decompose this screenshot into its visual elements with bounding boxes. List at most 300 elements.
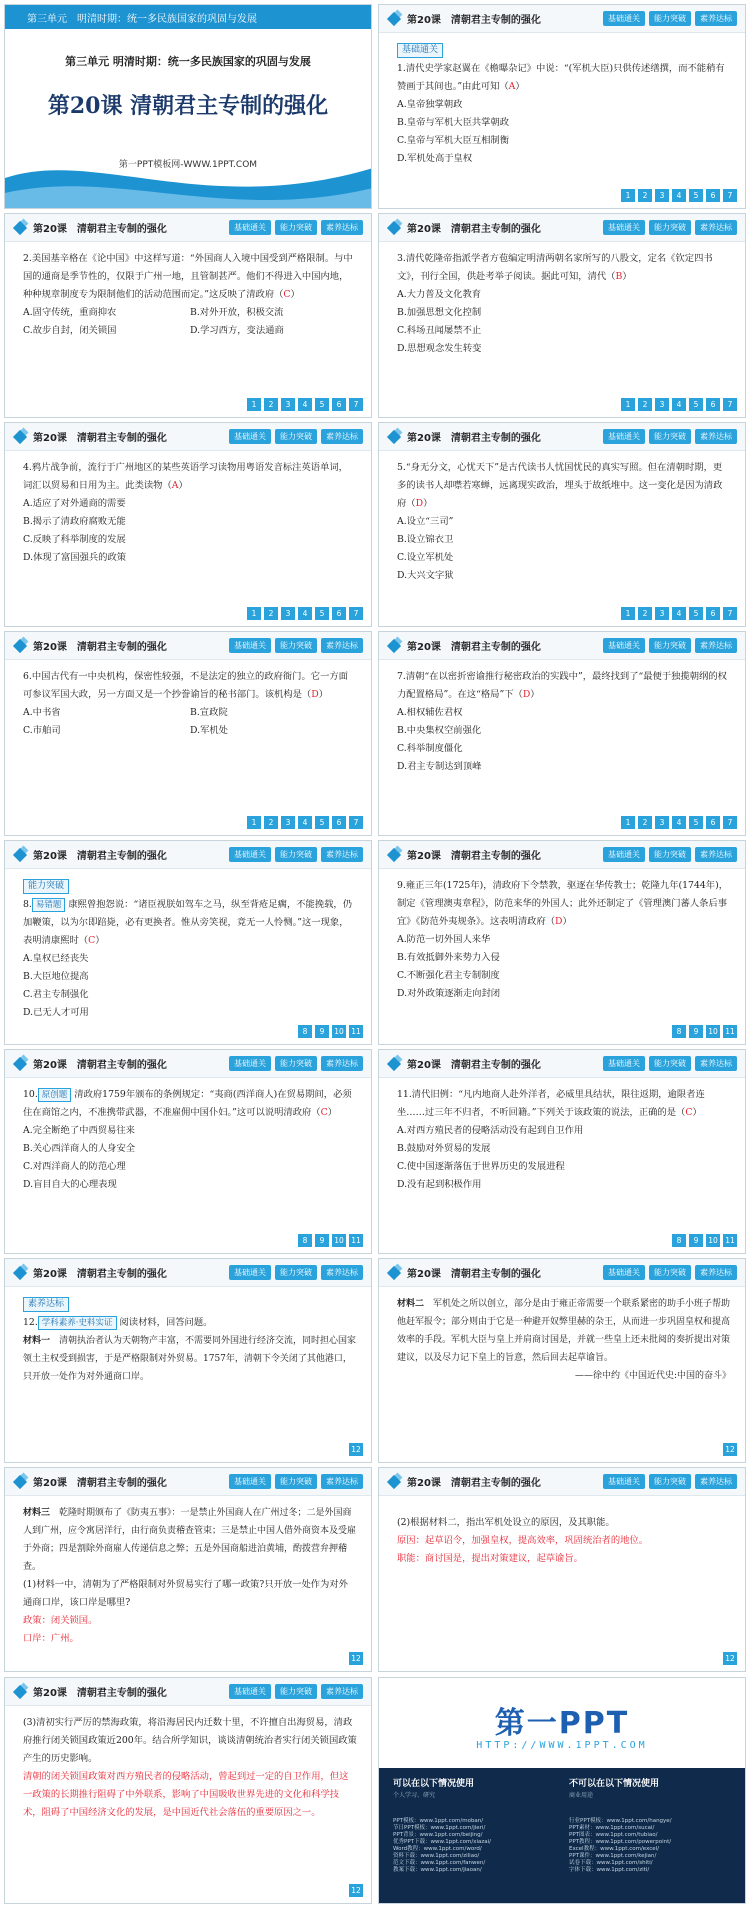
page-button[interactable]: 7 — [723, 398, 737, 411]
slide-q2 — [4, 213, 372, 418]
option[interactable]: B.中央集权空前强化 — [397, 725, 482, 736]
page-button[interactable]: 12 — [349, 1652, 363, 1665]
page-nav — [723, 1443, 737, 1456]
page-button[interactable]: 6 — [706, 398, 720, 411]
resource-link[interactable]: 资料下载：www.1ppt.com/ziliao/ — [393, 1853, 480, 1859]
option[interactable]: A.中书省 — [23, 707, 61, 718]
page-nav — [723, 1652, 737, 1665]
tab-literacy[interactable]: 素养达标 — [695, 847, 737, 862]
question-q6 — [23, 668, 357, 740]
answer-3: 清朝的闭关锁国政策对西方殖民者的侵略活动，曾起到过一定的自卫作用，但这一政策的长期推行阻碍了中外联系，影响了中国吸收世界先进的文化和科学技术，阻碍了中国经济文化的发展，是中国近代社会落伍的重要原因之一。 — [23, 1771, 349, 1818]
tab-ability[interactable]: 能力突破 — [275, 1265, 317, 1280]
stem-close: ） — [178, 480, 188, 491]
resource-link[interactable]: 试卷下载：www.1ppt.com/shiti/ — [569, 1860, 653, 1866]
section-tabs — [229, 429, 363, 444]
tab-literacy[interactable]: 素养达标 — [321, 1265, 363, 1280]
resource-link[interactable]: PPT模板：www.1ppt.com/moban/ — [393, 1818, 484, 1824]
option[interactable]: C.科场丑闻屡禁不止 — [397, 325, 482, 336]
slide-header — [379, 214, 745, 242]
section-tabs — [229, 220, 363, 235]
option[interactable]: A.设立“三司” — [397, 516, 454, 527]
answer: A — [508, 81, 516, 92]
option[interactable]: C.市舶司 — [23, 725, 61, 736]
tab-literacy[interactable]: 素养达标 — [321, 638, 363, 653]
tab-literacy[interactable]: 素养达标 — [695, 1056, 737, 1071]
tab-ability[interactable]: 能力突破 — [649, 1265, 691, 1280]
resource-link[interactable]: 节日PPT模板：www.1ppt.com/jieri/ — [393, 1825, 486, 1831]
page-button[interactable]: 10 — [706, 1234, 720, 1247]
tab-basic[interactable]: 基础通关 — [603, 1056, 645, 1071]
options-row — [23, 322, 357, 340]
option[interactable]: B.对外开放，积极交流 — [190, 307, 284, 318]
tab-basic[interactable]: 基础通关 — [229, 1474, 271, 1489]
option[interactable]: C.皇帝与军机大臣互相制衡 — [397, 135, 510, 146]
stem-close: ） — [622, 271, 632, 282]
page-button[interactable]: 8 — [672, 1234, 686, 1247]
page-button[interactable]: 5 — [689, 398, 703, 411]
question-stem — [397, 60, 731, 96]
resource-link[interactable]: PPT素材：www.1ppt.com/sucai/ — [569, 1825, 655, 1831]
page-button[interactable]: 11 — [723, 1234, 737, 1247]
option[interactable]: D.对外政策逐渐走向封闭 — [397, 988, 501, 999]
option[interactable]: C.君主专制强化 — [23, 989, 89, 1000]
page-button[interactable]: 2 — [264, 398, 278, 411]
tab-ability[interactable]: 能力突破 — [649, 220, 691, 235]
tab-literacy[interactable]: 素养达标 — [321, 1056, 363, 1071]
option[interactable]: A.固守传统，重商抑农 — [23, 307, 117, 318]
page-button[interactable]: 1 — [621, 607, 635, 620]
page-button[interactable]: 6 — [706, 189, 720, 202]
tab-basic[interactable]: 基础通关 — [229, 1684, 271, 1699]
page-button[interactable]: 7 — [723, 816, 737, 829]
tab-ability[interactable]: 能力突破 — [275, 429, 317, 444]
ending-slide — [378, 1677, 746, 1904]
slide-q12-material1 — [4, 1258, 372, 1463]
resource-link[interactable]: 字体下载：www.1ppt.com/ziti/ — [569, 1867, 650, 1873]
option[interactable]: D.盲目自大的心理表现 — [23, 1179, 117, 1190]
stem-close: ） — [562, 916, 572, 927]
resource-link[interactable]: PPT课件：www.1ppt.com/kejian/ — [569, 1853, 657, 1859]
page-button[interactable]: 11 — [349, 1234, 363, 1247]
option[interactable]: B.大臣地位提高 — [23, 971, 89, 982]
answer: D — [555, 916, 563, 927]
slide-q10 — [4, 1049, 372, 1254]
page-button[interactable]: 1 — [621, 816, 635, 829]
answer: C — [88, 935, 96, 946]
option[interactable]: D.体现了富国强兵的政策 — [23, 552, 127, 563]
option[interactable]: B.有效抵御外来势力入侵 — [397, 952, 500, 963]
page-button[interactable]: 8 — [298, 1025, 312, 1038]
page-button[interactable]: 1 — [621, 398, 635, 411]
cover-bar — [5, 5, 371, 29]
option[interactable]: B.关心西洋商人的人身安全 — [23, 1143, 136, 1154]
answer-1a: 政策：闭关锁国。 — [23, 1615, 98, 1626]
option[interactable]: C.设立军机处 — [397, 552, 454, 563]
page-button[interactable]: 5 — [315, 607, 329, 620]
option[interactable]: B.加强思想文化控制 — [397, 307, 482, 318]
option[interactable]: A.适应了对外通商的需要 — [23, 498, 126, 509]
cover-title: 第20课 清朝君主专制的强化 — [47, 93, 329, 119]
stem-close: ） — [515, 81, 525, 92]
page-button[interactable]: 6 — [706, 816, 720, 829]
section-label: 基础通关 — [397, 43, 443, 58]
slide-title: 第20课 清朝君主专制的强化 — [33, 1688, 167, 1699]
tab-literacy[interactable]: 素养达标 — [695, 429, 737, 444]
slide-header — [379, 1259, 745, 1287]
section-tabs — [603, 1474, 737, 1489]
question-stem — [397, 877, 731, 931]
tab-ability[interactable]: 能力突破 — [649, 11, 691, 26]
tab-ability[interactable]: 能力突破 — [275, 1056, 317, 1071]
option[interactable]: B.揭示了清政府腐败无能 — [23, 516, 126, 527]
page-button[interactable]: 3 — [655, 189, 669, 202]
page-button[interactable]: 2 — [638, 398, 652, 411]
page-button[interactable]: 7 — [349, 816, 363, 829]
tab-literacy[interactable]: 素养达标 — [321, 1474, 363, 1489]
slide-title: 第20课 清朝君主专制的强化 — [407, 642, 541, 653]
slide-header — [379, 423, 745, 451]
slide-title: 第20课 清朝君主专制的强化 — [407, 1060, 541, 1071]
slide-header — [5, 632, 371, 660]
question-tag: 学科素养·史料实证 — [38, 1316, 117, 1330]
slide-q4 — [4, 422, 372, 627]
stem-text: 清政府1759年颁布的条例规定：“夷商(西洋商人)在贸易期间，必须住在商馆之内，不准携带武器，不准雇佣中国仆妇。”这可以说明清政府（ — [23, 1089, 352, 1118]
material-2: 材料二 军机处之所以创立，部分是由于雍正帝需要一个联系紧密的助手小班子帮助他赶军报令；部分则由于它是一种避开奴弊里赫的杂王，从而进一步巩固皇权和提高效率的手段。军机大臣与皇上并肩商讨国是，并就一些皇上还未批阅的奏折提出对策建议，以及尽力记下皇上的旨意，然后回去起草谕旨。 — [397, 1299, 731, 1363]
page-button[interactable]: 2 — [638, 816, 652, 829]
page-button[interactable]: 2 — [264, 816, 278, 829]
page-button[interactable]: 4 — [672, 189, 686, 202]
option[interactable]: D.已无人才可用 — [23, 1007, 89, 1018]
section-tabs — [229, 638, 363, 653]
page-button[interactable]: 4 — [672, 398, 686, 411]
page-button[interactable]: 4 — [298, 607, 312, 620]
option[interactable]: B.鼓励对外贸易的发展 — [397, 1143, 491, 1154]
resource-link[interactable]: PPT背景：www.1ppt.com/beijing/ — [393, 1832, 483, 1838]
tab-ability[interactable]: 能力突破 — [649, 1474, 691, 1489]
tab-ability[interactable]: 能力突破 — [649, 1056, 691, 1071]
page-button[interactable]: 6 — [706, 607, 720, 620]
stem-close: ） — [318, 689, 328, 700]
tab-basic[interactable]: 基础通关 — [229, 1265, 271, 1280]
section-tabs — [603, 11, 737, 26]
slide-q12-part3 — [4, 1677, 372, 1904]
tab-literacy[interactable]: 素养达标 — [695, 1474, 737, 1489]
section-tabs — [603, 1265, 737, 1280]
option[interactable]: D.学习西方，变法通商 — [190, 325, 284, 336]
question-stem: 12. 学科素养·史料实证 阅读材料，回答问题。 — [23, 1317, 213, 1328]
brand-url[interactable]: HTTP://WWW.1PPT.COM — [476, 1740, 648, 1751]
page-button[interactable]: 3 — [281, 607, 295, 620]
tab-literacy[interactable]: 素养达标 — [321, 429, 363, 444]
option[interactable]: A.防范一切外国人来华 — [397, 934, 491, 945]
tab-basic[interactable]: 基础通关 — [229, 638, 271, 653]
tab-ability[interactable]: 能力突破 — [649, 847, 691, 862]
resource-link[interactable]: 优秀PPT下载：www.1ppt.com/xiazai/ — [393, 1839, 492, 1845]
page-button[interactable]: 1 — [247, 607, 261, 620]
question-tag: 易错题 — [32, 898, 66, 912]
option[interactable]: D.军机处 — [190, 725, 228, 736]
material-3: 材料三 乾隆时期颁布了《防夷五事》：一是禁止外国商人在广州过冬；二是外国商人到广州，应令寓居洋行，由行商负责稽查管束；三是禁止中国人借外商资本及受雇于外商；四是割除外商雇人传递信息之弊；五是外国商船进泊黄埔，酌拨营弁押稽查。 — [23, 1508, 357, 1572]
answer: D — [522, 689, 531, 700]
page-button[interactable]: 7 — [723, 607, 737, 620]
option[interactable]: D.军机处高于皇权 — [397, 153, 473, 164]
tab-basic[interactable]: 基础通关 — [229, 429, 271, 444]
stem-text: 6.中国古代有一中央机构，保密性较强，不是法定的独立的政府衙门。它一方面可参议军国大政，另一方面又是一个抄誊谕旨的秘书部门。该机构是（ — [23, 671, 348, 700]
answer: C — [685, 1107, 693, 1118]
subquestion-3: (3)清初实行严厉的禁海政策，将沿海居民内迁数十里，不许擅自出海贸易，清政府推行闭关锁国政策近200年。结合所学知识，谈谈清朝统治者实行闭关锁国政策产生的历史影响。 — [23, 1717, 357, 1764]
slide-q6 — [4, 631, 372, 836]
question-q5 — [397, 459, 731, 585]
answer-1b: 口岸：广州。 — [23, 1633, 79, 1644]
subquestion-2: (2)根据材料二，指出军机处设立的原因，及其职能。 — [397, 1517, 615, 1528]
page-button[interactable]: 3 — [281, 816, 295, 829]
slide-title: 第20课 清朝君主专制的强化 — [407, 15, 541, 26]
option[interactable]: B.宣政院 — [190, 707, 228, 718]
page-nav — [349, 1443, 363, 1456]
tab-basic[interactable]: 基础通关 — [229, 847, 271, 862]
page-nav — [247, 607, 363, 620]
tab-basic[interactable]: 基础通关 — [603, 429, 645, 444]
answer: D — [311, 689, 319, 700]
page-nav — [298, 1234, 363, 1247]
wave-decoration — [5, 148, 372, 208]
slide-title: 第20课 清朝君主专制的强化 — [407, 224, 541, 235]
page-button[interactable]: 2 — [638, 607, 652, 620]
tab-ability[interactable]: 能力突破 — [275, 220, 317, 235]
stem-close: ） — [530, 689, 540, 700]
stem-text: 3.清代乾隆帝指派学者方苞编定明清两朝名家所写的八股文，定名《钦定四书文》，刊行全国，供赴考举子阅读。据此可知，清代（ — [397, 253, 713, 282]
slide-header — [5, 214, 371, 242]
page-button[interactable]: 12 — [349, 1884, 363, 1897]
page-button[interactable]: 4 — [672, 607, 686, 620]
page-button[interactable]: 9 — [689, 1234, 703, 1247]
page-button[interactable]: 1 — [621, 189, 635, 202]
section-tabs — [229, 1474, 363, 1489]
resource-link[interactable]: 行业PPT模板：www.1ppt.com/hangye/ — [569, 1818, 672, 1824]
page-button[interactable]: 7 — [349, 607, 363, 620]
stem-text: 1.清代史学家赵翼在《檐曝杂记》中说：“(军机大臣)只供传述缮撰，而不能稍有赞画于其间也。”由此可知（ — [397, 63, 725, 92]
page-nav — [247, 398, 363, 411]
page-button[interactable]: 4 — [672, 816, 686, 829]
material-1: 材料一 清朝执治者认为天朝物产丰富，不需要同外国进行经济交流，同时担心国家领土主权受到损害，于是严格限制对外贸易。1757年，清朝下令关闭了其他港口，只开放一处作为对外通商口岸。 — [23, 1336, 357, 1382]
section-tabs — [603, 638, 737, 653]
slide-header — [5, 423, 371, 451]
slide-header — [379, 1468, 745, 1496]
slide-title: 第20课 清朝君主专制的强化 — [33, 851, 167, 862]
tab-basic[interactable]: 基础通关 — [229, 1056, 271, 1071]
tab-literacy[interactable]: 素养达标 — [695, 11, 737, 26]
page-button[interactable]: 11 — [723, 1025, 737, 1038]
page-button[interactable]: 5 — [315, 398, 329, 411]
page-button[interactable]: 1 — [247, 816, 261, 829]
slide-title: 第20课 清朝君主专制的强化 — [407, 1269, 541, 1280]
subquestion-3-block — [23, 1714, 357, 1822]
page-button[interactable]: 5 — [315, 816, 329, 829]
slide-title: 第20课 清朝君主专制的强化 — [33, 1269, 167, 1280]
page-button[interactable]: 6 — [332, 607, 346, 620]
page-button[interactable]: 8 — [298, 1234, 312, 1247]
option[interactable]: D.思想观念发生转变 — [397, 343, 482, 354]
stem-text: 9.雍正三年(1725年)，清政府下令禁教，驱逐在华传教士；乾隆九年(1744年)，制定《管理澳夷章程》，防范来华的外国人；此外还制定了《管理澳门蕃人条后事宜》《防范外夷规条》。这表明清政府（ — [397, 880, 729, 927]
slide-header — [379, 1050, 745, 1078]
option[interactable]: A.对西方殖民者的侵略活动没有起到自卫作用 — [397, 1125, 584, 1136]
slide-header — [5, 1468, 371, 1496]
page-button[interactable]: 4 — [298, 398, 312, 411]
tab-ability[interactable]: 能力突破 — [649, 638, 691, 653]
slide-q8 — [4, 840, 372, 1045]
option[interactable]: D.大兴文字狱 — [397, 570, 454, 581]
page-button[interactable]: 2 — [638, 189, 652, 202]
tab-ability[interactable]: 能力突破 — [275, 847, 317, 862]
usage-allowed: 可以在以下情况使用 个人学习、研究 — [393, 1779, 475, 1799]
stem-text: 4.鸦片战争前，流行于广州地区的某些英语学习读物用粤语发音标注英语单词，词汇以贸易和日用为主。此类读物（ — [23, 462, 348, 491]
option[interactable]: C.使中国逐渐落伍于世界历史的发展进程 — [397, 1161, 565, 1172]
page-button[interactable]: 10 — [332, 1234, 346, 1247]
page-button[interactable]: 5 — [689, 816, 703, 829]
option[interactable]: A.皇权已经丧失 — [23, 953, 89, 964]
page-nav — [621, 189, 737, 202]
usage-panel — [379, 1768, 745, 1903]
page-nav — [621, 398, 737, 411]
page-button[interactable]: 12 — [723, 1443, 737, 1456]
page-button[interactable]: 5 — [689, 607, 703, 620]
page-button[interactable]: 12 — [349, 1443, 363, 1456]
tab-literacy[interactable]: 素养达标 — [695, 638, 737, 653]
tab-literacy[interactable]: 素养达标 — [695, 220, 737, 235]
slide-title: 第20课 清朝君主专制的强化 — [33, 642, 167, 653]
cover-unit: 第三单元 明清时期：统一多民族国家的巩固与发展 — [65, 55, 311, 68]
slide-title: 第20课 清朝君主专制的强化 — [407, 851, 541, 862]
option[interactable]: A.大力普及文化教育 — [397, 289, 482, 300]
section-tabs — [603, 1056, 737, 1071]
slide-q5 — [378, 422, 746, 627]
page-button[interactable]: 3 — [655, 607, 669, 620]
page-button[interactable]: 12 — [723, 1652, 737, 1665]
answer: D — [415, 498, 424, 509]
slide-q3 — [378, 213, 746, 418]
resource-link[interactable]: PPT教程：www.1ppt.com/powerpoint/ — [569, 1839, 672, 1845]
option[interactable]: C.反映了科举制度的发展 — [23, 534, 126, 545]
page-nav — [349, 1652, 363, 1665]
page-button[interactable]: 8 — [672, 1025, 686, 1038]
option[interactable]: D.君主专制达到顶峰 — [397, 761, 482, 772]
stem-close: ） — [95, 935, 105, 946]
option[interactable]: C.故步自封，闭关锁国 — [23, 325, 117, 336]
page-button[interactable]: 6 — [332, 398, 346, 411]
question-q10 — [23, 1086, 357, 1194]
stem-text: 2.美国基辛格在《论中国》中这样写道：“外国商人入境中国受到严格限制。与中国的通商是季节性的，仅限于广州一地，且管制甚严。他们不得进入中国内地，种种规章制度专为限制他们的活动范围而定。”这反映了清政府（ — [23, 253, 353, 300]
page-button[interactable]: 9 — [315, 1025, 329, 1038]
page-nav — [672, 1025, 737, 1038]
slide-q9 — [378, 840, 746, 1045]
material-2-source: ——徐中约《中国近代史:中国的奋斗》 — [574, 1371, 731, 1381]
page-button[interactable]: 5 — [689, 189, 703, 202]
tab-basic[interactable]: 基础通关 — [603, 847, 645, 862]
option[interactable]: C.对西洋商人的防范心理 — [23, 1161, 126, 1172]
page-button[interactable]: 2 — [264, 607, 278, 620]
resource-link[interactable]: PPT图表：www.1ppt.com/tubiao/ — [569, 1832, 658, 1838]
tab-ability[interactable]: 能力突破 — [649, 429, 691, 444]
page-button[interactable]: 9 — [689, 1025, 703, 1038]
page-nav — [672, 1234, 737, 1247]
slide-header — [5, 1678, 371, 1706]
stem-text: 11.清代旧例：“凡内地商人赴外洋者，必威里具结状，限往返期，逾限者连坐……过三年不归者，不听回籍。”下列关于该政策的说法，正确的是（ — [397, 1089, 705, 1118]
tab-literacy[interactable]: 素养达标 — [321, 220, 363, 235]
page-button[interactable]: 3 — [655, 816, 669, 829]
question-q2 — [23, 250, 357, 340]
option[interactable]: A.皇帝独掌朝政 — [397, 99, 463, 110]
section-tabs — [229, 1265, 363, 1280]
option[interactable]: B.设立锦衣卫 — [397, 534, 454, 545]
answer: C — [320, 1107, 328, 1118]
page-button[interactable]: 3 — [655, 398, 669, 411]
answer: C — [283, 289, 291, 300]
tab-ability[interactable]: 能力突破 — [275, 638, 317, 653]
page-button[interactable]: 7 — [349, 398, 363, 411]
option[interactable]: C.科举制度僵化 — [397, 743, 463, 754]
page-button[interactable]: 3 — [281, 398, 295, 411]
slide-header — [379, 5, 745, 33]
slide-title: 第20课 清朝君主专制的强化 — [33, 224, 167, 235]
option[interactable]: D.没有起到积极作用 — [397, 1179, 482, 1190]
answer: B — [615, 271, 623, 282]
tab-ability[interactable]: 能力突破 — [275, 1684, 317, 1699]
option[interactable]: B.皇帝与军机大臣共掌朝政 — [397, 117, 510, 128]
slide-header — [5, 841, 371, 869]
question-q12 — [23, 1295, 357, 1386]
option[interactable]: C.不断强化君主专制制度 — [397, 970, 500, 981]
tab-ability[interactable]: 能力突破 — [275, 1474, 317, 1489]
resource-link[interactable]: 教案下载：www.1ppt.com/jiaoan/ — [393, 1867, 482, 1873]
tab-basic[interactable]: 基础通关 — [229, 220, 271, 235]
slide-q12-part2 — [378, 1467, 746, 1672]
tab-basic[interactable]: 基础通关 — [603, 638, 645, 653]
question-q1 — [397, 41, 731, 168]
material-3-block — [23, 1504, 357, 1648]
tab-literacy[interactable]: 素养达标 — [695, 1265, 737, 1280]
link-list-right — [569, 1818, 672, 1874]
resource-link[interactable]: Excel教程：www.1ppt.com/excel/ — [569, 1846, 660, 1852]
question-q3 — [397, 250, 731, 358]
question-stem — [397, 459, 731, 513]
page-button[interactable]: 6 — [332, 816, 346, 829]
tab-literacy[interactable]: 素养达标 — [321, 1684, 363, 1699]
page-button[interactable]: 10 — [332, 1025, 346, 1038]
slide-q12-material2 — [378, 1258, 746, 1463]
page-button[interactable]: 11 — [349, 1025, 363, 1038]
option[interactable]: A.完全断绝了中西贸易往来 — [23, 1125, 135, 1136]
question-stem — [23, 668, 357, 704]
tab-basic[interactable]: 基础通关 — [603, 1265, 645, 1280]
question-number: 8. — [23, 899, 32, 910]
resource-link[interactable]: 范文下载：www.1ppt.com/fanwen/ — [393, 1860, 486, 1866]
page-button[interactable]: 4 — [298, 816, 312, 829]
page-button[interactable]: 9 — [315, 1234, 329, 1247]
page-button[interactable]: 1 — [247, 398, 261, 411]
page-button[interactable]: 10 — [706, 1025, 720, 1038]
option[interactable]: A.相权辅佐君权 — [397, 707, 463, 718]
options-row — [23, 722, 357, 740]
resource-link[interactable]: Word教程：www.1ppt.com/word/ — [393, 1846, 482, 1852]
page-button[interactable]: 7 — [723, 189, 737, 202]
stem-close: ） — [692, 1107, 702, 1118]
tab-basic[interactable]: 基础通关 — [603, 220, 645, 235]
cover-slide — [4, 4, 372, 209]
tab-basic[interactable]: 基础通关 — [603, 11, 645, 26]
tab-basic[interactable]: 基础通关 — [603, 1474, 645, 1489]
question-stem — [23, 250, 357, 304]
tab-literacy[interactable]: 素养达标 — [321, 847, 363, 862]
